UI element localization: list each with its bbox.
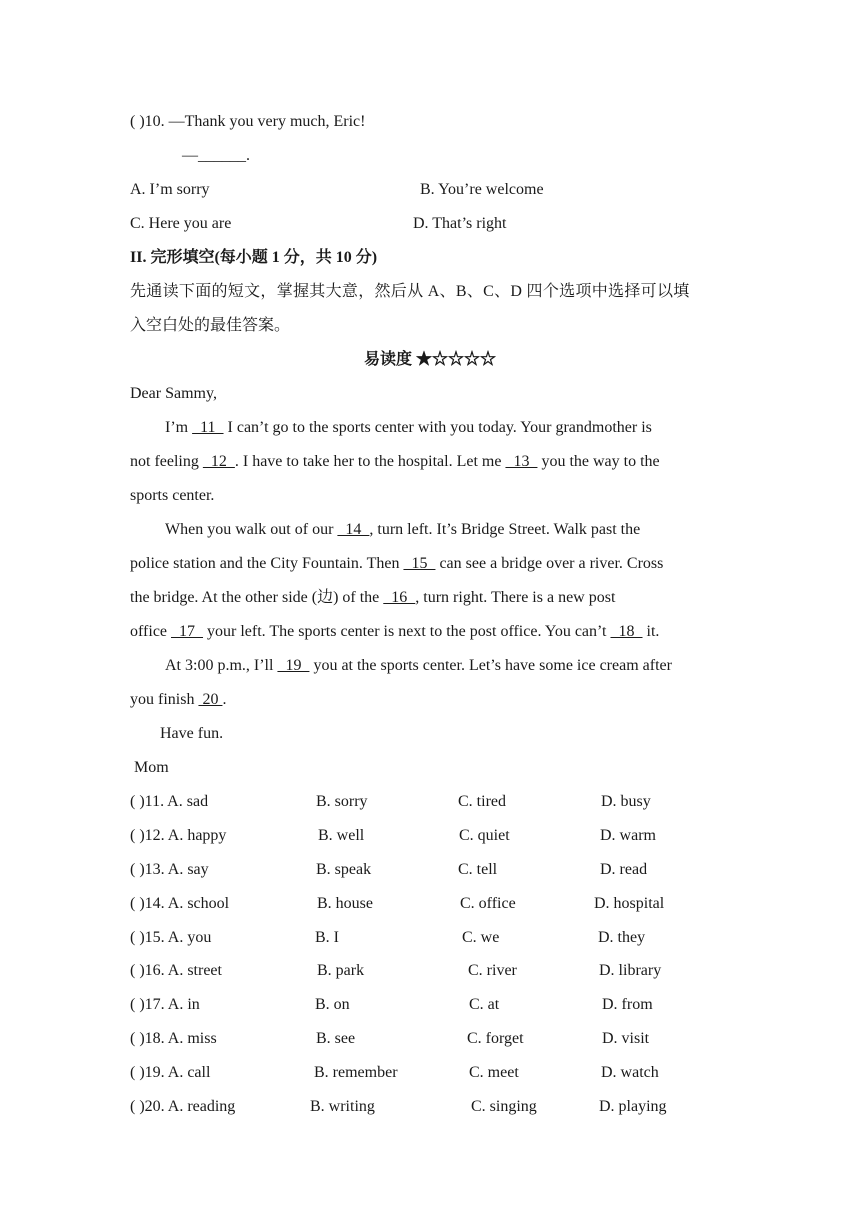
question-15-b: B. I	[315, 929, 339, 946]
question-19-a: ( )19. A. call	[130, 1064, 211, 1081]
q10-prompt: ( )10. —Thank you very much, Eric!	[130, 113, 366, 130]
blank-13: 13	[505, 453, 538, 470]
question-12-d: D. warm	[600, 827, 656, 844]
letter-paragraph-line: I’m 11 I can’t go to the sports center with you today. Your grandmother is	[165, 419, 652, 436]
letter-signature: Mom	[134, 759, 169, 776]
question-13-a: ( )13. A. say	[130, 861, 209, 878]
question-18-b: B. see	[316, 1030, 356, 1047]
question-17-a: ( )17. A. in	[130, 996, 200, 1013]
letter-paragraph-line: police station and the City Fountain. Then 15 can see a bridge over a river. Cross	[130, 555, 664, 572]
question-12-b: B. well	[318, 827, 365, 844]
question-16-d: D. library	[599, 962, 662, 979]
question-18-c: C. forget	[467, 1030, 524, 1047]
question-11-a: ( )11. A. sad	[130, 793, 209, 810]
question-18-a: ( )18. A. miss	[130, 1030, 217, 1047]
question-16-b: B. park	[317, 962, 365, 979]
question-13-b: B. speak	[316, 861, 372, 878]
q10-option-c: C. Here you are	[130, 215, 232, 232]
letter-paragraph-line: not feeling 12 . I have to take her to the hospital. Let me 13 you the way to the	[130, 453, 660, 470]
q10-option-b: B. You’re welcome	[420, 181, 544, 198]
question-13-d: D. read	[600, 861, 648, 878]
blank-19: 19	[277, 657, 310, 674]
instruction-line-1: 先通读下面的短文，掌握其大意，然后从 A、B、C、D 四个选项中选择可以填	[130, 283, 690, 300]
question-16-c: C. river	[468, 962, 517, 979]
question-17-b: B. on	[315, 996, 350, 1013]
letter-paragraph-line: office 17 your left. The sports center is next to the post office. You can’t 18 it.	[130, 623, 660, 640]
q10-option-a: A. I’m sorry	[130, 181, 210, 198]
section-heading: II. 完形填空(每小题 1 分，共 10 分)	[130, 249, 378, 266]
blank-14: 14	[337, 521, 370, 538]
question-14-a: ( )14. A. school	[130, 895, 230, 912]
blank-20: 20	[198, 691, 223, 708]
question-16-a: ( )16. A. street	[130, 962, 222, 979]
q10-reply: —______.	[182, 147, 250, 164]
blank-12: 12	[202, 453, 235, 470]
letter-paragraph-line: At 3:00 p.m., I’ll 19 you at the sports center. Let’s have some ice cream after	[165, 657, 672, 674]
letter-paragraph-line: you finish 20 .	[130, 691, 227, 708]
letter-closing: Have fun.	[160, 725, 224, 742]
letter-paragraph-line: When you walk out of our 14 , turn left. It’s Bridge Street. Walk past the	[165, 521, 641, 538]
question-11-b: B. sorry	[316, 793, 368, 810]
question-14-c: C. office	[460, 895, 516, 912]
blank-17: 17	[171, 623, 204, 640]
question-15-a: ( )15. A. you	[130, 929, 212, 946]
blank-15: 15	[403, 555, 436, 572]
instruction-line-2: 入空白处的最佳答案。	[130, 317, 291, 334]
question-17-c: C. at	[469, 996, 500, 1013]
question-13-c: C. tell	[458, 861, 498, 878]
question-12-c: C. quiet	[459, 827, 510, 844]
blank-16: 16	[383, 589, 416, 606]
question-19-c: C. meet	[469, 1064, 519, 1081]
blank-11: 11	[192, 419, 224, 436]
question-14-b: B. house	[317, 895, 373, 912]
question-15-d: D. they	[598, 929, 646, 946]
question-20-b: B. writing	[310, 1098, 375, 1115]
question-11-d: D. busy	[601, 793, 651, 810]
letter-paragraph-line: the bridge. At the other side (边) of the 16 , turn right. There is a new post	[130, 589, 616, 606]
question-17-d: D. from	[602, 996, 653, 1013]
question-19-d: D. watch	[601, 1064, 659, 1081]
question-15-c: C. we	[462, 929, 500, 946]
difficulty-rating: 易读度 ★☆☆☆☆	[363, 351, 496, 368]
question-19-b: B. remember	[314, 1064, 398, 1081]
q10-option-d: D. That’s right	[413, 215, 507, 232]
blank-18: 18	[610, 623, 643, 640]
question-20-a: ( )20. A. reading	[130, 1098, 236, 1115]
question-20-d: D. playing	[599, 1098, 667, 1115]
question-14-d: D. hospital	[594, 895, 665, 912]
letter-greeting: Dear Sammy,	[130, 385, 217, 402]
question-20-c: C. singing	[471, 1098, 537, 1115]
letter-paragraph-line: sports center.	[130, 487, 215, 504]
question-12-a: ( )12. A. happy	[130, 827, 227, 844]
question-18-d: D. visit	[602, 1030, 650, 1047]
question-11-c: C. tired	[458, 793, 506, 810]
